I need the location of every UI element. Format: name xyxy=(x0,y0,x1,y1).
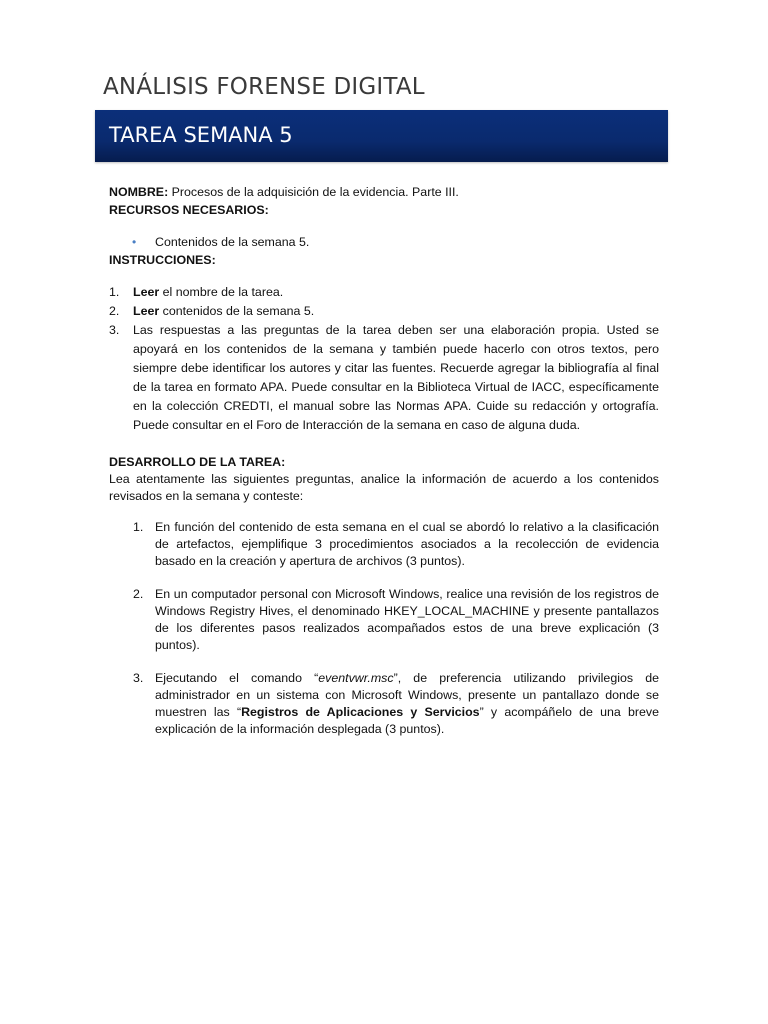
list-number: 2. xyxy=(109,304,120,318)
desarrollo-intro: Lea atentamente las siguientes preguntas, analice la información de acuerdo a los contenidos revisados en la semana y conteste: xyxy=(109,472,659,503)
list-item-bold: Leer xyxy=(133,304,160,318)
question-text-part2: ”, de preferencia utilizando privilegios de administrador en un sistema con Microsoft Windows, presente un pantallazo donde se muestren las “ xyxy=(155,671,660,719)
document-title: ANÁLISIS FORENSE DIGITAL xyxy=(103,74,425,100)
list-item-bold: Leer xyxy=(133,285,160,299)
list-item xyxy=(109,283,659,302)
list-item xyxy=(109,321,659,435)
question-text-bold: Registros de Aplicaciones y Servicios xyxy=(241,705,480,719)
list-item xyxy=(109,302,659,321)
question-text: En función del contenido de esta semana en el cual se abordó lo relativo a la clasificación de artefactos, ejemplifique 3 procedimientos asociados a la recolección de evidencia basado en la creación y apertura de archivos (3 puntos). xyxy=(155,520,659,568)
bullet-icon: • xyxy=(132,235,137,249)
question-item xyxy=(109,586,659,654)
list-item-text: contenidos de la semana 5. xyxy=(159,304,315,318)
nombre-value: Procesos de la adquisición de la evidencia. Parte III. xyxy=(168,185,459,199)
title-banner xyxy=(95,110,668,162)
banner-title: TAREA SEMANA 5 xyxy=(109,123,293,147)
recurso-text: Contenidos de la semana 5. xyxy=(155,235,310,249)
question-number: 3. xyxy=(133,671,144,685)
question-item xyxy=(109,519,659,570)
instrucciones-list xyxy=(109,283,659,435)
nombre-label: NOMBRE: xyxy=(109,185,169,199)
question-text-part1: Ejecutando el comando “ xyxy=(155,671,319,685)
command-text: eventvwr.msc xyxy=(318,671,394,685)
recursos-heading: RECURSOS NECESARIOS: xyxy=(109,203,269,217)
question-number: 1. xyxy=(133,520,144,534)
questions-list xyxy=(109,519,659,738)
question-number: 2. xyxy=(133,587,144,601)
question-text: En un computador personal con Microsoft Windows, realice una revisión de los registros de Windows Registry Hives, el denominado HKEY_LOCAL_MACHINE y presente pantallazos de los diferentes pasos realizados acompañados estos de una breve explicación (3 puntos). xyxy=(155,587,659,652)
question-item xyxy=(109,670,659,738)
document-body xyxy=(109,183,659,754)
question-text-part3: ” y acompáñelo de una breve explicación de la información desplegada (3 puntos). xyxy=(155,705,659,736)
list-item-text: Las respuestas a las preguntas de la tarea deben ser una elaboración propia. Usted se apoyará en los contenidos de la semana y también puede hacerlo con otros textos, pero siempre debe identificar los autores y citar las fuentes. Recuerde agregar la bibliografía al final de la tarea en formato APA. Puede consultar en la Biblioteca Virtual de IACC, específicamente en la colección CREDTI, el manual sobre las Normas APA. Cuide su redacción y ortografía. Puede consultar en el Foro de Interacción de la semana en caso de alguna duda. xyxy=(133,323,659,432)
desarrollo-heading: DESARROLLO DE LA TAREA: xyxy=(109,455,286,469)
list-item xyxy=(109,233,659,251)
list-item-text: el nombre de la tarea. xyxy=(159,285,284,299)
list-number: 3. xyxy=(109,323,120,337)
nombre-line xyxy=(109,183,659,201)
list-number: 1. xyxy=(109,285,120,299)
instrucciones-heading: INSTRUCCIONES: xyxy=(109,253,216,267)
